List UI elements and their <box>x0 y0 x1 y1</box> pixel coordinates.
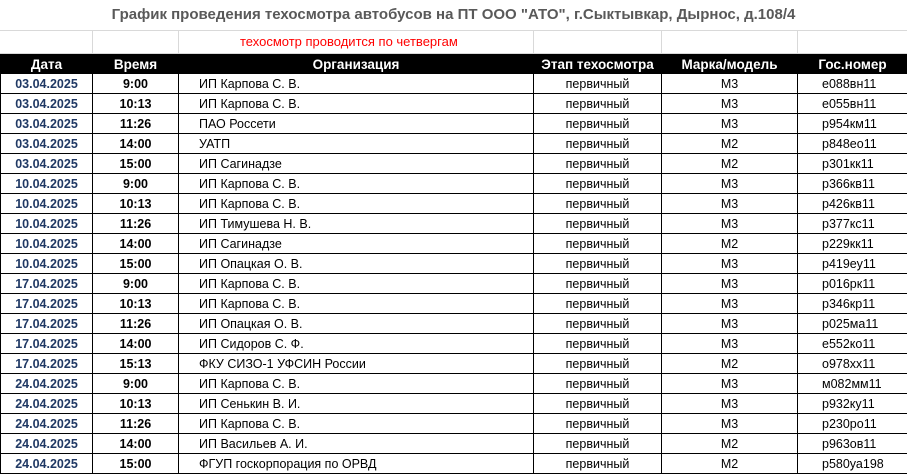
date-cell[interactable]: 24.04.2025 <box>1 414 93 434</box>
table-row <box>1 334 907 354</box>
stage-cell[interactable]: первичный <box>534 434 662 454</box>
time-cell[interactable]: 14:00 <box>93 434 179 454</box>
sheet-title: График проведения техосмотра автобусов на ПТ ООО "АТО", г.Сыктывкар, Дырнос, д.108/4 <box>0 0 907 31</box>
time-cell[interactable]: 11:26 <box>93 114 179 134</box>
organization-cell[interactable]: ИП Сагинадзе <box>179 234 534 254</box>
table-row <box>1 194 907 214</box>
plate-cell[interactable]: р419еу11 <box>798 254 907 274</box>
stage-cell[interactable]: первичный <box>534 234 662 254</box>
note-row <box>0 31 907 54</box>
table-row <box>1 414 907 434</box>
stage-cell[interactable]: первичный <box>534 194 662 214</box>
table-row <box>1 374 907 394</box>
plate-cell[interactable]: р848ео11 <box>798 134 907 154</box>
date-cell[interactable]: 03.04.2025 <box>1 114 93 134</box>
table-row <box>1 254 907 274</box>
time-cell[interactable]: 10:13 <box>93 394 179 414</box>
table-row <box>1 234 907 254</box>
organization-cell[interactable]: ИП Карпова С. В. <box>179 194 534 214</box>
organization-cell[interactable]: ИП Сидоров С. Ф. <box>179 334 534 354</box>
date-cell[interactable]: 03.04.2025 <box>1 134 93 154</box>
date-cell[interactable]: 17.04.2025 <box>1 274 93 294</box>
grid-line <box>661 31 662 53</box>
stage-cell[interactable]: первичный <box>534 114 662 134</box>
stage-cell[interactable]: первичный <box>534 94 662 114</box>
organization-cell[interactable]: ИП Опацкая О. В. <box>179 314 534 334</box>
organization-cell[interactable]: ФГУП госкорпорация по ОРВД <box>179 454 534 474</box>
grid-line <box>533 31 534 53</box>
plate-cell[interactable]: р426кв11 <box>798 194 907 214</box>
column-header-date[interactable]: Дата <box>1 55 93 74</box>
table-row <box>1 434 907 454</box>
date-cell[interactable]: 17.04.2025 <box>1 334 93 354</box>
model-cell[interactable]: М3 <box>662 214 798 234</box>
stage-cell[interactable]: первичный <box>534 414 662 434</box>
time-cell[interactable]: 9:00 <box>93 174 179 194</box>
date-cell[interactable]: 24.04.2025 <box>1 394 93 414</box>
date-cell[interactable]: 17.04.2025 <box>1 354 93 374</box>
organization-cell[interactable]: ИП Карпова С. В. <box>179 174 534 194</box>
model-cell[interactable]: М3 <box>662 94 798 114</box>
date-cell[interactable]: 24.04.2025 <box>1 454 93 474</box>
organization-cell[interactable]: ИП Карпова С. В. <box>179 294 534 314</box>
date-cell[interactable]: 03.04.2025 <box>1 154 93 174</box>
time-cell[interactable]: 15:00 <box>93 254 179 274</box>
model-cell[interactable]: М2 <box>662 454 798 474</box>
date-cell[interactable]: 17.04.2025 <box>1 294 93 314</box>
model-cell[interactable]: М3 <box>662 174 798 194</box>
plate-cell[interactable]: р025ма11 <box>798 314 907 334</box>
organization-cell[interactable]: ИП Сагинадзе <box>179 154 534 174</box>
organization-cell[interactable]: ИП Карпова С. В. <box>179 274 534 294</box>
model-cell[interactable]: М3 <box>662 414 798 434</box>
model-cell[interactable]: М3 <box>662 334 798 354</box>
stage-cell[interactable]: первичный <box>534 454 662 474</box>
time-cell[interactable]: 11:26 <box>93 214 179 234</box>
plate-cell[interactable]: р346кр11 <box>798 294 907 314</box>
time-cell[interactable]: 10:13 <box>93 294 179 314</box>
table-row <box>1 314 907 334</box>
time-cell[interactable]: 11:26 <box>93 314 179 334</box>
time-cell[interactable]: 9:00 <box>93 274 179 294</box>
plate-cell[interactable]: р377кс11 <box>798 214 907 234</box>
plate-cell[interactable]: р366кв11 <box>798 174 907 194</box>
table-row <box>1 114 907 134</box>
time-cell[interactable]: 14:00 <box>93 234 179 254</box>
stage-cell[interactable]: первичный <box>534 214 662 234</box>
time-cell[interactable]: 10:13 <box>93 94 179 114</box>
grid-line <box>797 31 798 53</box>
date-cell[interactable]: 10.04.2025 <box>1 214 93 234</box>
model-cell[interactable]: М3 <box>662 194 798 214</box>
column-header-organization[interactable]: Организация <box>179 55 534 74</box>
table-row <box>1 154 907 174</box>
organization-cell[interactable]: ФКУ СИЗО-1 УФСИН России <box>179 354 534 374</box>
stage-cell[interactable]: первичный <box>534 154 662 174</box>
time-cell[interactable]: 14:00 <box>93 134 179 154</box>
plate-cell[interactable]: е552ко11 <box>798 334 907 354</box>
time-cell[interactable]: 11:26 <box>93 414 179 434</box>
model-cell[interactable]: М3 <box>662 394 798 414</box>
stage-cell[interactable]: первичный <box>534 374 662 394</box>
time-cell[interactable]: 15:00 <box>93 154 179 174</box>
organization-cell[interactable]: ИП Карпова С. В. <box>179 74 534 94</box>
organization-cell[interactable]: ИП Карпова С. В. <box>179 414 534 434</box>
model-cell[interactable]: М2 <box>662 234 798 254</box>
model-cell[interactable]: М3 <box>662 114 798 134</box>
model-cell[interactable]: М3 <box>662 254 798 274</box>
stage-cell[interactable]: первичный <box>534 314 662 334</box>
model-cell[interactable]: М3 <box>662 314 798 334</box>
plate-cell[interactable]: р963ов11 <box>798 434 907 454</box>
date-cell[interactable]: 03.04.2025 <box>1 74 93 94</box>
table-row <box>1 274 907 294</box>
stage-cell[interactable]: первичный <box>534 134 662 154</box>
organization-cell[interactable]: ИП Опацкая О. В. <box>179 254 534 274</box>
model-cell[interactable]: М3 <box>662 274 798 294</box>
time-cell[interactable]: 15:13 <box>93 354 179 374</box>
plate-cell[interactable]: р954км11 <box>798 114 907 134</box>
plate-cell[interactable]: р230ро11 <box>798 414 907 434</box>
header-row <box>1 55 907 74</box>
date-cell[interactable]: 24.04.2025 <box>1 434 93 454</box>
model-cell[interactable]: М2 <box>662 354 798 374</box>
stage-cell[interactable]: первичный <box>534 174 662 194</box>
date-cell[interactable]: 10.04.2025 <box>1 234 93 254</box>
schedule-note: техосмотр проводится по четвергам <box>240 31 458 53</box>
model-cell[interactable]: М3 <box>662 74 798 94</box>
stage-cell[interactable]: первичный <box>534 394 662 414</box>
grid-line <box>178 31 179 53</box>
table-row <box>1 74 907 94</box>
plate-cell[interactable]: м082мм11 <box>798 374 907 394</box>
stage-cell[interactable]: первичный <box>534 254 662 274</box>
column-header-stage[interactable]: Этап техосмотра <box>534 55 662 74</box>
date-cell[interactable]: 10.04.2025 <box>1 194 93 214</box>
organization-cell[interactable]: ИП Тимушева Н. В. <box>179 214 534 234</box>
date-cell[interactable]: 03.04.2025 <box>1 94 93 114</box>
date-cell[interactable]: 10.04.2025 <box>1 174 93 194</box>
model-cell[interactable]: М3 <box>662 294 798 314</box>
table-row <box>1 354 907 374</box>
table-row <box>1 394 907 414</box>
stage-cell[interactable]: первичный <box>534 334 662 354</box>
plate-cell[interactable]: р301кк11 <box>798 154 907 174</box>
time-cell[interactable]: 15:00 <box>93 454 179 474</box>
stage-cell[interactable]: первичный <box>534 294 662 314</box>
stage-cell[interactable]: первичный <box>534 74 662 94</box>
model-cell[interactable]: М2 <box>662 154 798 174</box>
table-row <box>1 294 907 314</box>
organization-cell[interactable]: ПАО Россети <box>179 114 534 134</box>
table-row <box>1 454 907 474</box>
model-cell[interactable]: М3 <box>662 374 798 394</box>
schedule-table <box>0 54 907 474</box>
plate-cell[interactable]: р016рк11 <box>798 274 907 294</box>
time-cell[interactable]: 9:00 <box>93 374 179 394</box>
model-cell[interactable]: М2 <box>662 434 798 454</box>
organization-cell[interactable]: ИП Карпова С. В. <box>179 374 534 394</box>
organization-cell[interactable]: УАТП <box>179 134 534 154</box>
table-row <box>1 214 907 234</box>
plate-cell[interactable]: е088вн11 <box>798 74 907 94</box>
column-header-plate[interactable]: Гос.номер <box>798 55 907 74</box>
time-cell[interactable]: 14:00 <box>93 334 179 354</box>
table-row <box>1 94 907 114</box>
organization-cell[interactable]: ИП Васильев А. И. <box>179 434 534 454</box>
date-cell[interactable]: 17.04.2025 <box>1 314 93 334</box>
stage-cell[interactable]: первичный <box>534 274 662 294</box>
column-header-time[interactable]: Время <box>93 55 179 74</box>
table-row <box>1 174 907 194</box>
time-cell[interactable]: 10:13 <box>93 194 179 214</box>
plate-cell[interactable]: е055вн11 <box>798 94 907 114</box>
plate-cell[interactable]: р229кк11 <box>798 234 907 254</box>
column-header-model[interactable]: Марка/модель <box>662 55 798 74</box>
organization-cell[interactable]: ИП Карпова С. В. <box>179 94 534 114</box>
stage-cell[interactable]: первичный <box>534 354 662 374</box>
plate-cell[interactable]: о978хх11 <box>798 354 907 374</box>
date-cell[interactable]: 24.04.2025 <box>1 374 93 394</box>
date-cell[interactable]: 10.04.2025 <box>1 254 93 274</box>
plate-cell[interactable]: р580уа198 <box>798 454 907 474</box>
table-row <box>1 134 907 154</box>
grid-line <box>92 31 93 53</box>
organization-cell[interactable]: ИП Сенькин В. И. <box>179 394 534 414</box>
model-cell[interactable]: М2 <box>662 134 798 154</box>
plate-cell[interactable]: р932ку11 <box>798 394 907 414</box>
time-cell[interactable]: 9:00 <box>93 74 179 94</box>
